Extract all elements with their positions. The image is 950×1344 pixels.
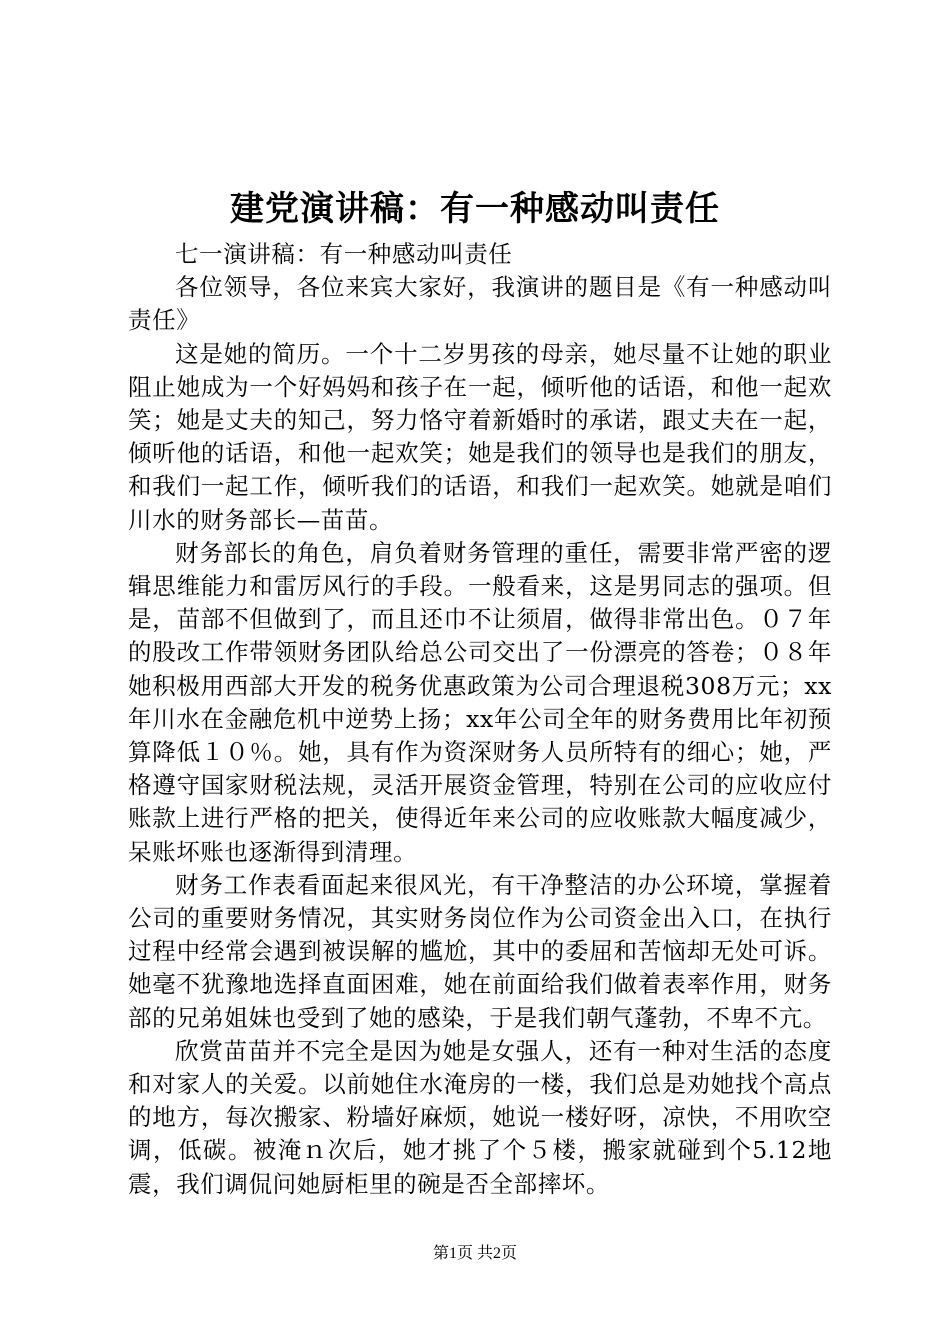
paragraph-profile: 这是她的简历。一个十二岁男孩的母亲，她尽量不让她的职业阻止她成为一个好妈妈和孩子在一起，倾听他的话语，和他一起欢笑；她是丈夫的知己，努力恪守着新婚时的承诺，跟丈夫在一起，倾听他的话语，和他一起欢笑；她是我们的领导也是我们的朋友，和我们一起工作，倾听我们的话语，和我们一起欢笑。她就是咱们川水的财务部长—苗苗。 — [128, 339, 832, 534]
document-body — [128, 238, 832, 1201]
paragraph-life: 欣赏苗苗并不完全是因为她是女强人，还有一种对生活的态度和对家人的关爱。以前她住水淹房的一楼，我们总是劝她找个高点的地方，每次搬家、粉墙好麻烦，她说一楼好呀，凉快，不用吹空调，低碳。被淹ｎ次后，她才挑了个５楼，搬家就碰到个5.12地震，我们调侃问她厨柜里的碗是否全部摔坏。 — [128, 1036, 832, 1198]
paragraph-subtitle: 七一演讲稿：有一种感动叫责任 — [175, 240, 513, 268]
paragraph-greeting: 各位领导，各位来宾大家好，我演讲的题目是《有一种感动叫责任》 — [128, 273, 832, 335]
page-number: 第1页 共2页 — [432, 1245, 517, 1262]
document-title: 建党演讲稿：有一种感动叫责任 — [230, 189, 720, 229]
paragraph-role: 财务部长的角色，肩负着财务管理的重任，需要非常严密的逻辑思维能力和雷厉风行的手段。一般看来，这是男同志的强项。但是，苗部不但做到了，而且还巾不让须眉，做得非常出色。０７年的股改工作带领财务团队给总公司交出了一份漂亮的答卷；０８年她积极用西部大开发的税务优惠政策为公司合理退税308万元；xx年川水在金融危机中逆势上扬；xx年公司全年的财务费用比年初预算降低１０％。她，具有作为资深财务人员所特有的细心；她，严格遵守国家财税法规，灵活开展资金管理，特别在公司的应收应付账款上进行严格的把关，使得近年来公司的应收账款大幅度减少，呆账坏账也逐渐得到清理。 — [128, 538, 832, 866]
paragraph-work: 财务工作表看面起来很风光，有干净整洁的办公环境，掌握着公司的重要财务情况，其实财务岗位作为公司资金出入口，在执行过程中经常会遇到被误解的尴尬，其中的委屈和苦恼却无处可诉。她毫不犹豫地选择直面困难，她在前面给我们做着表率作用，财务部的兄弟姐妹也受到了她的感染，于是我们朝气蓬勃，不卑不亢。 — [128, 870, 832, 1032]
